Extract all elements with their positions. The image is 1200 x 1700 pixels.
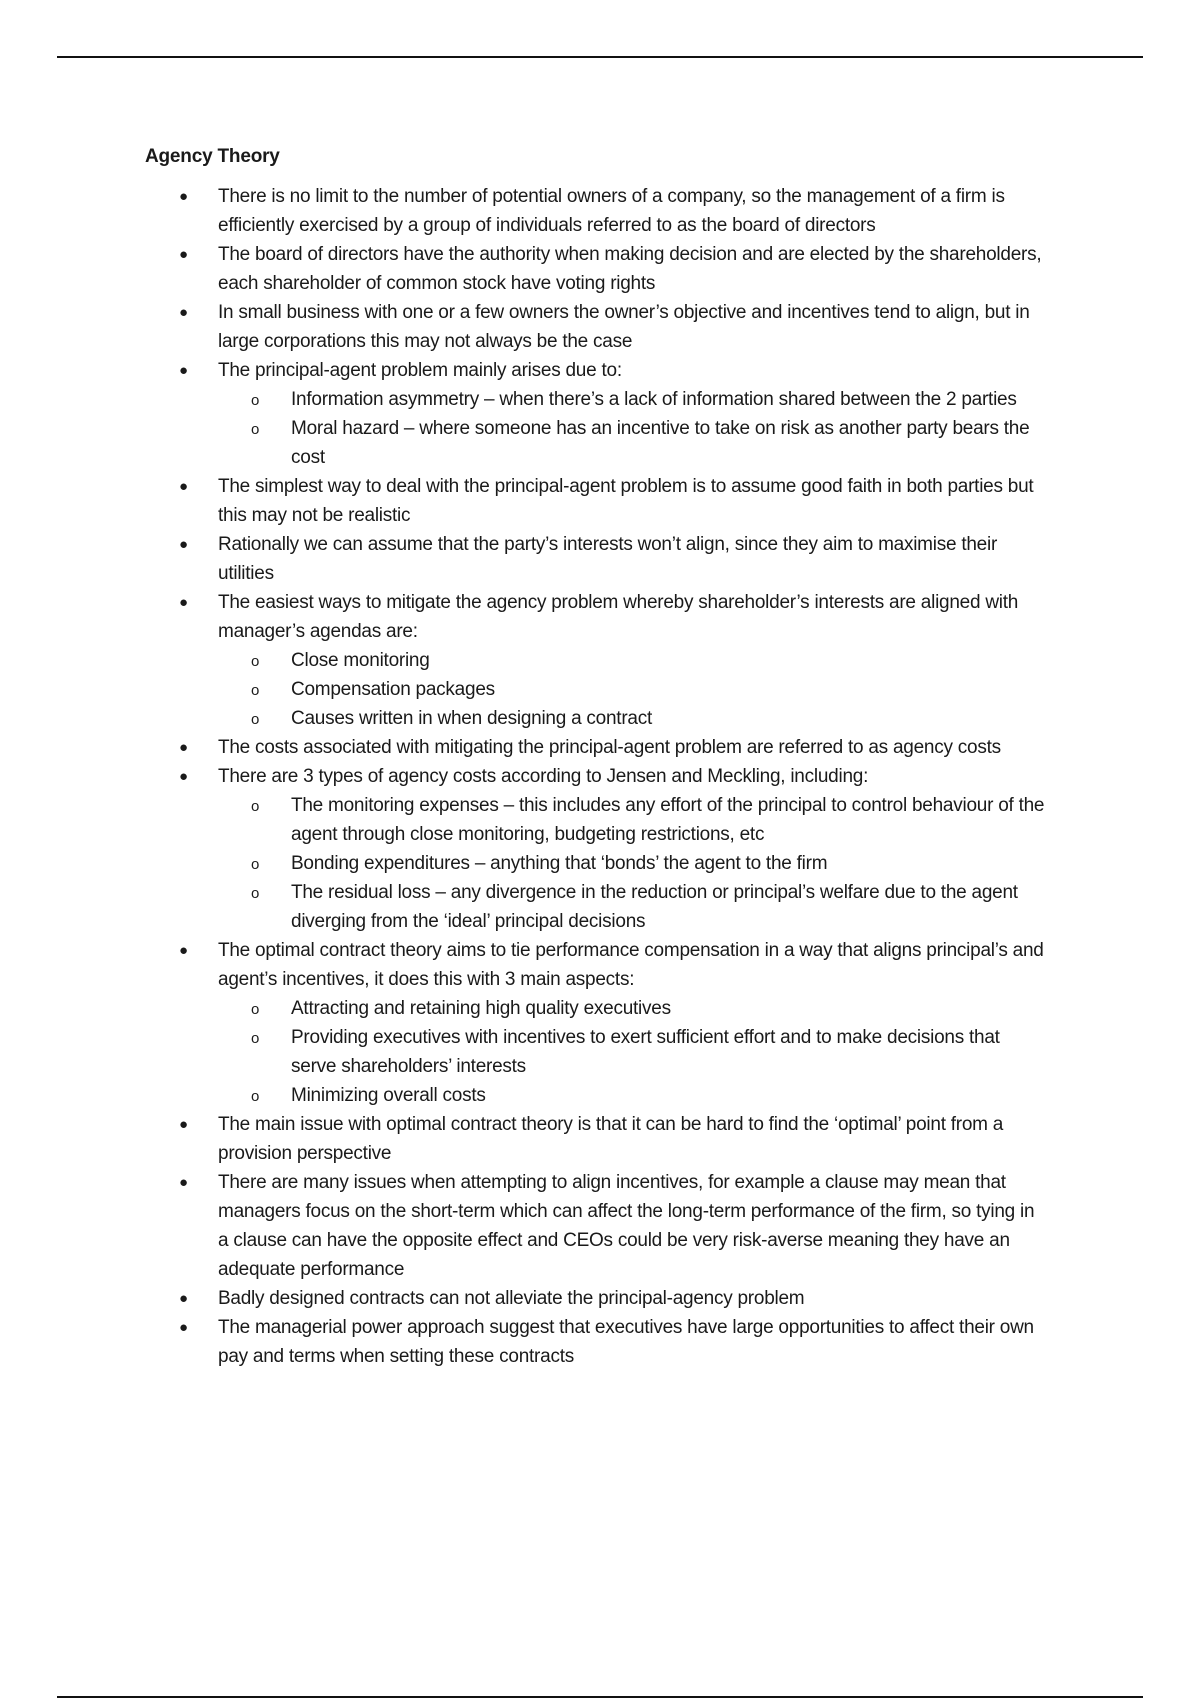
sub-list-item <box>218 878 1045 936</box>
list-item <box>145 1313 1045 1371</box>
bullet-icon: ● <box>179 362 188 379</box>
bullet-icon: ● <box>179 246 188 263</box>
sub-list-item <box>218 646 1045 675</box>
list-item <box>145 1284 1045 1313</box>
list-item-text: The costs associated with mitigating the principal-agent problem are referred to as agency costs <box>218 737 1001 758</box>
sub-list-item <box>218 791 1045 849</box>
sub-list-item <box>218 1081 1045 1110</box>
circle-bullet-icon: o <box>251 798 260 815</box>
circle-bullet-icon: o <box>251 1030 260 1047</box>
sub-list-item-text: Minimizing overall costs <box>291 1085 486 1106</box>
sub-list <box>218 791 1045 936</box>
bullet-icon: ● <box>179 594 188 611</box>
sub-list-item <box>218 675 1045 704</box>
sub-list <box>218 385 1045 472</box>
bullet-icon: ● <box>179 942 188 959</box>
list-item-text: In small business with one or a few owners the owner’s objective and incentives tend to align, but in large corporations this may not always be the case <box>218 302 1030 352</box>
bullet-icon: ● <box>179 478 188 495</box>
circle-bullet-icon: o <box>251 885 260 902</box>
sub-list-item-text: The residual loss – any divergence in the reduction or principal’s welfare due to the agent diverging from the ‘ideal’ principal decisions <box>291 882 1018 932</box>
bullet-icon: ● <box>179 1116 188 1133</box>
list-item <box>145 182 1045 240</box>
list-item-text: The simplest way to deal with the principal-agent problem is to assume good faith in both parties but this may not be realistic <box>218 476 1034 526</box>
circle-bullet-icon: o <box>251 392 260 409</box>
list-item-text: The optimal contract theory aims to tie performance compensation in a way that aligns principal’s and agent’s incentives, it does this with 3 main aspects: <box>218 940 1044 990</box>
list-item-text: The easiest ways to mitigate the agency problem whereby shareholder’s interests are aligned with manager’s agendas are: <box>218 592 1019 642</box>
bullet-icon: ● <box>179 739 188 756</box>
sub-list-item-text: Information asymmetry – when there’s a lack of information shared between the 2 parties <box>291 389 1017 410</box>
list-item-text: There is no limit to the number of potential owners of a company, so the management of a firm is efficiently exercised by a group of individuals referred to as the board of directors <box>218 186 1005 236</box>
sub-list-item <box>218 849 1045 878</box>
sub-list-item <box>218 994 1045 1023</box>
list-item <box>145 240 1045 298</box>
sub-list-item-text: Causes written in when designing a contract <box>291 708 653 729</box>
circle-bullet-icon: o <box>251 682 260 699</box>
footer-rule <box>57 1696 1143 1698</box>
list-item-text: There are many issues when attempting to align incentives, for example a clause may mean that managers focus on the short-term which can affect the long-term performance of the firm, so tying in a clause can have the opposite effect and CEOs could be very risk-averse meaning they have an adequate performance <box>218 1172 1035 1280</box>
sub-list-item-text: Moral hazard – where someone has an incentive to take on risk as another party bears the cost <box>291 418 1030 468</box>
sub-list <box>218 646 1045 733</box>
bullet-icon: ● <box>179 1174 188 1191</box>
sub-list-item <box>218 1023 1045 1081</box>
sub-list-item-text: Bonding expenditures – anything that ‘bonds’ the agent to the firm <box>291 853 828 874</box>
sub-list-item <box>218 385 1045 414</box>
list-item <box>145 472 1045 530</box>
circle-bullet-icon: o <box>251 856 260 873</box>
list-item-text: The board of directors have the authority when making decision and are elected by the shareholders, each shareholder of common stock have voting rights <box>218 244 1042 294</box>
list-item <box>145 588 1045 733</box>
sub-list-item-text: Close monitoring <box>291 650 430 671</box>
list-item <box>145 356 1045 472</box>
circle-bullet-icon: o <box>251 711 260 728</box>
bullet-icon: ● <box>179 1290 188 1307</box>
bullet-icon: ● <box>179 536 188 553</box>
list-item-text: The managerial power approach suggest that executives have large opportunities to affect their own pay and terms when setting these contracts <box>218 1317 1034 1367</box>
list-item-text: The main issue with optimal contract theory is that it can be hard to find the ‘optimal’ point from a provision perspective <box>218 1114 1004 1164</box>
bullet-icon: ● <box>179 1319 188 1336</box>
page-title: Agency Theory <box>145 146 280 167</box>
sub-list-item-text: Compensation packages <box>291 679 495 700</box>
list-item-text: Badly designed contracts can not alleviate the principal-agency problem <box>218 1288 805 1309</box>
header-rule <box>57 56 1143 58</box>
list-item <box>145 298 1045 356</box>
sub-list <box>218 994 1045 1110</box>
list-item <box>145 1168 1045 1284</box>
bullet-icon: ● <box>179 304 188 321</box>
list-item <box>145 1110 1045 1168</box>
sub-list-item-text: The monitoring expenses – this includes any effort of the principal to control behaviour of the agent through close monitoring, budgeting restrictions, etc <box>291 795 1045 845</box>
circle-bullet-icon: o <box>251 1001 260 1018</box>
bullet-icon: ● <box>179 768 188 785</box>
document-body <box>145 146 1045 1371</box>
list-item <box>145 530 1045 588</box>
sub-list-item <box>218 414 1045 472</box>
list-item <box>145 733 1045 762</box>
bullet-icon: ● <box>179 188 188 205</box>
list-item-text: There are 3 types of agency costs according to Jensen and Meckling, including: <box>218 766 869 787</box>
circle-bullet-icon: o <box>251 1088 260 1105</box>
list-item <box>145 936 1045 1110</box>
sub-list-item-text: Attracting and retaining high quality executives <box>291 998 671 1019</box>
sub-list-item-text: Providing executives with incentives to exert sufficient effort and to make decisions that serve shareholders’ interests <box>291 1027 1000 1077</box>
list-item-text: Rationally we can assume that the party’s interests won’t align, since they aim to maximise their utilities <box>218 534 998 584</box>
circle-bullet-icon: o <box>251 421 260 438</box>
circle-bullet-icon: o <box>251 653 260 670</box>
list-item-text: The principal-agent problem mainly arises due to: <box>218 360 622 381</box>
bullet-list <box>145 182 1045 1371</box>
list-item <box>145 762 1045 936</box>
sub-list-item <box>218 704 1045 733</box>
